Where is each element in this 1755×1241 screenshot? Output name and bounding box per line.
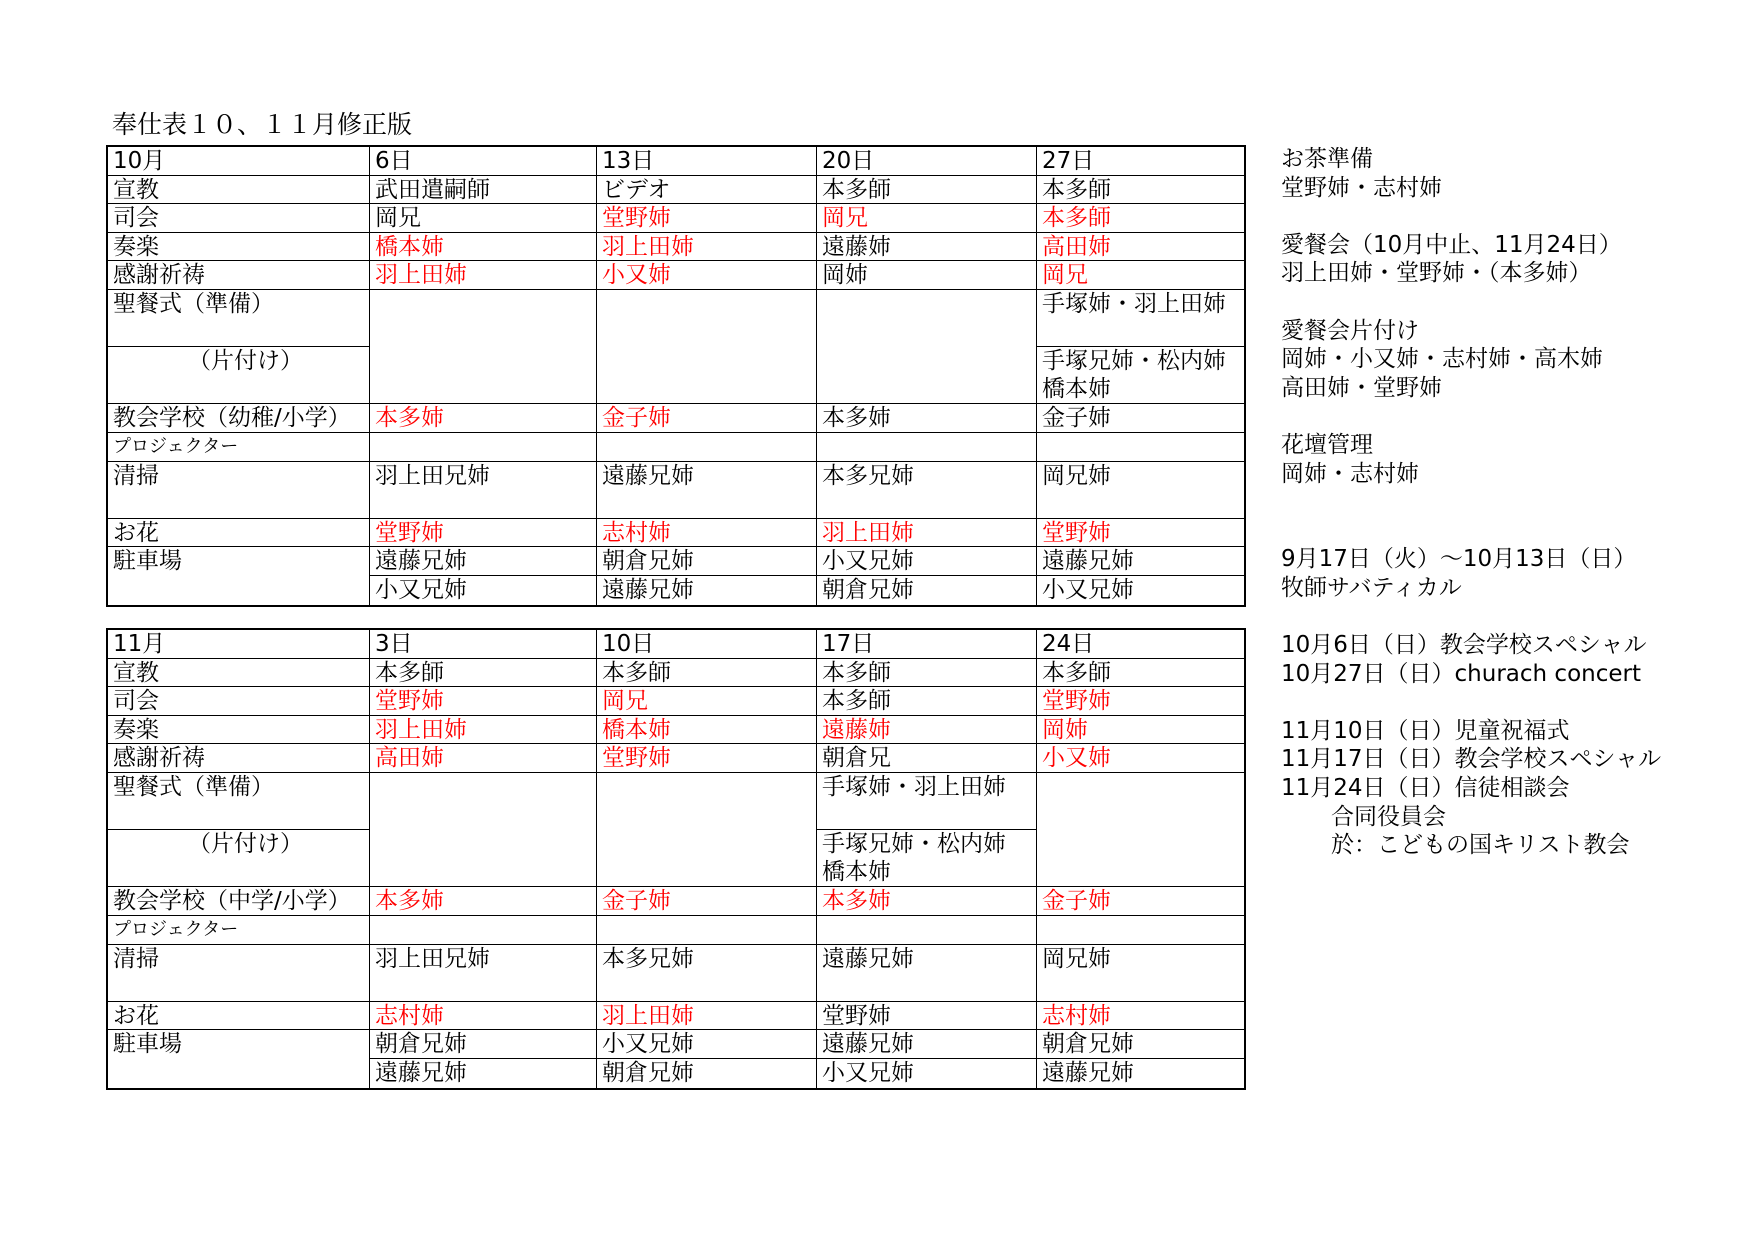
agape-cleanup-people: 高田姉・堂野姉 [1281,374,1442,401]
date-header: 6日 [370,147,597,176]
cleaning-cell: 遠藤兄姉 [817,945,1037,1002]
music-cell: 岡姉 [1037,716,1246,745]
row-label-cleaning: 清掃 [108,945,370,1002]
event-item: 10月27日（日）churach concert [1281,660,1641,687]
date-header: 27日 [1037,147,1246,176]
event-item: 11月10日（日）児童祝福式 [1281,717,1570,744]
row-label-projector: プロジェクター [108,916,370,945]
projector-cell [817,916,1037,945]
flowers-cell: 志村姉 [370,1002,597,1031]
host-cell: 岡兄 [597,687,817,716]
cleanup-line: 橋本姉 [1042,376,1111,403]
row-label-prayer: 感謝祈祷 [108,744,370,773]
page-title: 奉仕表１０、１１月修正版 [112,110,413,139]
sabbatical-dates: 9月17日（火）～10月13日（日） [1281,546,1637,573]
flowers-cell: 羽上田姉 [817,519,1037,548]
agape-meal-title: 愛餐会（10月中止、11月24日） [1281,231,1622,258]
date-header: 17日 [817,630,1037,659]
prayer-cell: 岡姉 [817,261,1037,290]
parking-cell: 遠藤兄姉 [370,547,597,576]
prayer-cell: 岡兄 [1037,261,1246,290]
music-cell: 橋本姉 [597,716,817,745]
prayer-cell: 小又姉 [597,261,817,290]
agape-cleanup-title: 愛餐会片付け [1281,317,1419,344]
sermon-cell: 本多師 [1037,659,1246,688]
parking-cell: 小又兄姉 [597,1030,817,1059]
sermon-cell: 武田遣嗣師 [370,176,597,205]
prayer-cell: 高田姉 [370,744,597,773]
communion-prep-cell: 手塚姉・羽上田姉 [1037,290,1246,347]
church-school-cell: 本多姉 [817,887,1037,916]
church-school-cell: 本多姉 [817,404,1037,433]
cleaning-cell: 本多兄姉 [597,945,817,1002]
row-label-host: 司会 [108,204,370,233]
host-cell: 本多師 [1037,204,1246,233]
row-label-church-school: 教会学校（中学/小学） [108,887,370,916]
church-school-cell: 本多姉 [370,887,597,916]
event-item-detail: 於：こどもの国キリスト教会 [1331,832,1630,859]
event-item: 11月24日（日）信徒相談会 [1281,775,1570,802]
parking-cell: 遠藤兄姉 [817,1030,1037,1059]
music-cell: 高田姉 [1037,233,1246,262]
sabbatical-label: 牧師サバティカル [1281,574,1462,601]
host-cell: 本多師 [817,687,1037,716]
spacer [1281,288,1741,317]
date-header: 24日 [1037,630,1246,659]
row-label-parking: 駐車場 [108,1030,370,1059]
sermon-cell: 本多師 [817,659,1037,688]
host-cell: 堂野姉 [597,204,817,233]
communion-cell [370,773,597,887]
parking-cell: 小又兄姉 [370,576,597,605]
sermon-cell: 本多師 [817,176,1037,205]
flower-bed-title: 花壇管理 [1281,431,1373,458]
parking-cell: 朝倉兄姉 [1037,1030,1246,1059]
flowers-cell: 志村姉 [1037,1002,1246,1031]
spacer [1281,402,1741,431]
projector-cell [817,433,1037,462]
music-cell: 遠藤姉 [817,716,1037,745]
church-school-cell: 本多姉 [370,404,597,433]
communion-prep-cell: 手塚姉・羽上田姉 [817,773,1037,830]
sermon-cell: 本多師 [1037,176,1246,205]
row-label-communion-cleanup: （片付け） [108,347,370,404]
host-cell: 岡兄 [817,204,1037,233]
prayer-cell: 小又姉 [1037,744,1246,773]
cleanup-line: 手塚兄姉・松内姉 [1042,348,1226,375]
prayer-cell: 朝倉兄 [817,744,1037,773]
flower-bed-people: 岡姉・志村姉 [1281,460,1419,487]
row-label-sermon: 宣教 [108,659,370,688]
row-label-cleaning: 清掃 [108,462,370,519]
row-label-flowers: お花 [108,519,370,548]
date-header: 3日 [370,630,597,659]
flowers-cell: 堂野姉 [817,1002,1037,1031]
date-header: 20日 [817,147,1037,176]
event-item: 11月17日（日）教会学校スペシャル [1281,746,1662,773]
communion-cell [597,290,817,404]
event-item: 10月6日（日）教会学校スペシャル [1281,632,1647,659]
music-cell: 橋本姉 [370,233,597,262]
host-cell: 堂野姉 [370,687,597,716]
sermon-cell: ビデオ [597,176,817,205]
music-cell: 羽上田姉 [597,233,817,262]
tea-prep-title: お茶準備 [1281,146,1373,172]
music-cell: 遠藤姉 [817,233,1037,262]
communion-cell [817,290,1037,404]
projector-cell [370,916,597,945]
cleanup-line: 橋本姉 [822,859,891,886]
projector-cell [597,433,817,462]
parking-label-blank [108,1059,370,1088]
cleaning-cell: 羽上田兄姉 [370,945,597,1002]
cleaning-cell: 岡兄姉 [1037,462,1246,519]
projector-cell [370,433,597,462]
date-header: 10日 [597,630,817,659]
parking-cell: 遠藤兄姉 [1042,1059,1134,1086]
parking-label-blank [108,576,370,605]
parking-cell: 小又兄姉 [1042,576,1134,603]
row-label-music: 奏楽 [108,233,370,262]
prayer-cell: 羽上田姉 [370,261,597,290]
communion-cleanup-cell [817,830,1037,887]
agape-cleanup-people: 岡姉・小又姉・志村姉・高木姉 [1281,346,1603,373]
row-label-church-school: 教会学校（幼稚/小学） [108,404,370,433]
tea-prep-people: 堂野姉・志村姉 [1281,174,1442,201]
october-schedule-table [106,145,1246,607]
row-label-parking: 駐車場 [108,547,370,576]
projector-cell [1037,433,1246,462]
church-school-cell: 金子姉 [597,887,817,916]
row-label-communion-prep: 聖餐式（準備） [108,773,370,830]
flowers-cell: 志村姉 [597,519,817,548]
row-label-prayer: 感謝祈祷 [108,261,370,290]
flowers-cell: 堂野姉 [1037,519,1246,548]
projector-cell [1037,916,1246,945]
spacer [1281,517,1741,546]
sermon-cell: 本多師 [370,659,597,688]
host-cell: 岡兄 [370,204,597,233]
flowers-cell: 羽上田姉 [597,1002,817,1031]
row-label-communion-cleanup: （片付け） [108,830,370,887]
month-header: 11月 [108,630,370,659]
row-label-music: 奏楽 [108,716,370,745]
date-header: 13日 [597,147,817,176]
agape-meal-people: 羽上田姉・堂野姉・（本多姉） [1281,260,1592,287]
row-label-flowers: お花 [108,1002,370,1031]
parking-cell: 小又兄姉 [817,547,1037,576]
prayer-cell: 堂野姉 [597,744,817,773]
row-label-sermon: 宣教 [108,176,370,205]
church-school-cell: 金子姉 [1037,887,1246,916]
communion-cleanup-cell [1037,347,1246,404]
spacer [1281,688,1741,717]
cleaning-cell: 羽上田兄姉 [370,462,597,519]
parking-cell: 遠藤兄姉 [597,576,817,605]
parking-cell: 小又兄姉 [817,1059,1037,1088]
communion-cell [597,773,817,887]
cleaning-cell: 岡兄姉 [1037,945,1246,1002]
spacer [1281,603,1741,632]
spacer [1281,202,1741,231]
row-label-projector: プロジェクター [108,433,370,462]
communion-cell [1037,773,1246,887]
side-notes [1281,145,1741,860]
spacer [1281,488,1741,517]
flowers-cell: 堂野姉 [370,519,597,548]
cleanup-line: 手塚兄姉・松内姉 [822,831,1006,858]
music-cell: 羽上田姉 [370,716,597,745]
sermon-cell: 本多師 [597,659,817,688]
church-school-cell: 金子姉 [1037,404,1246,433]
church-school-cell: 金子姉 [597,404,817,433]
parking-cell: 朝倉兄姉 [817,576,1037,605]
cleaning-cell: 遠藤兄姉 [597,462,817,519]
month-header: 10月 [108,147,370,176]
host-cell: 堂野姉 [1037,687,1246,716]
event-item-detail: 合同役員会 [1331,803,1446,830]
parking-cell: 遠藤兄姉 [1037,547,1246,576]
cleaning-cell: 本多兄姉 [817,462,1037,519]
parking-cell: 朝倉兄姉 [370,1030,597,1059]
parking-cell: 遠藤兄姉 [370,1059,597,1088]
parking-cell: 朝倉兄姉 [597,547,817,576]
projector-cell [597,916,817,945]
november-schedule-table [106,628,1246,1090]
row-label-host: 司会 [108,687,370,716]
parking-cell: 朝倉兄姉 [597,1059,817,1088]
communion-cell [370,290,597,404]
row-label-communion-prep: 聖餐式（準備） [108,290,370,347]
